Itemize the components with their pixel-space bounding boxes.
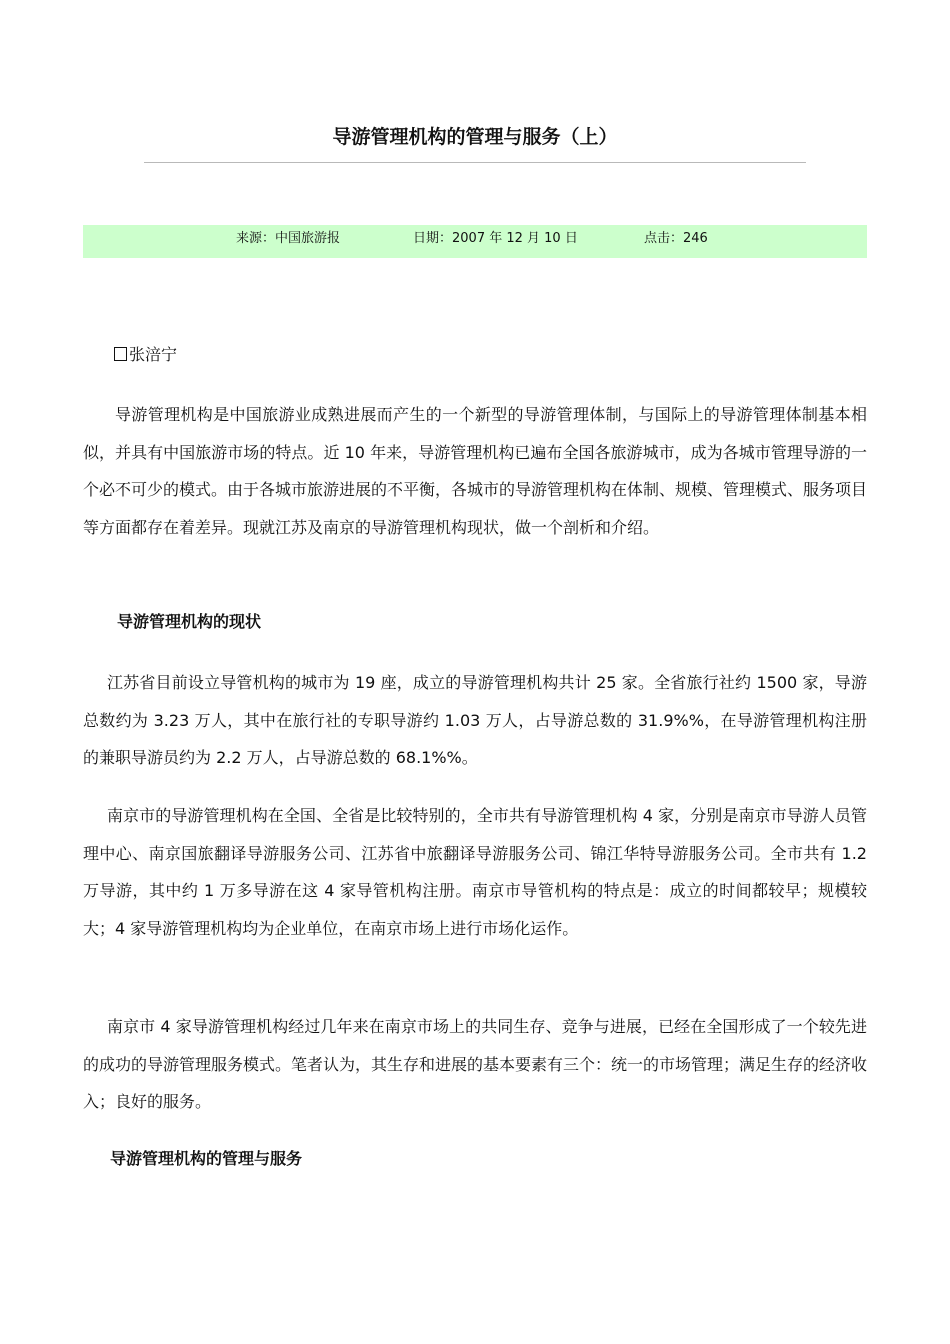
title-divider [144,162,806,163]
square-bullet-icon [114,347,127,361]
paragraph-nanjing-model: 南京市 4 家导游管理机构经过几年来在南京市场上的共同生存、竞争与进展，已经在全国形成了一个较先进的成功的导游管理服务模式。笔者认为，其生存和进展的基本要素有三个：统一的市场管理；满足生存的经济收入；良好的服务。 [83,1017,868,1111]
paragraph-jiangsu: 江苏省目前设立导管机构的城市为 19 座，成立的导游管理机构共计 25 家。全省旅行社约 1500 家，导游总数约为 3.23 万人，其中在旅行社的专职导游约 1.03 万人，占导游总数的 31.9%%，在导游管理机构注册的兼职导游员约为 2.2 万人，占导游总数的 68.1%%。 [83,673,867,767]
meta-click-count: 点击：246 [644,231,708,246]
article-title: 导游管理机构的管理与服务（上） [332,126,618,148]
meta-date: 日期：2007 年 12 月 10 日 [413,231,578,246]
author-name: 张涪宁 [129,345,178,364]
article-meta-bar [83,225,867,258]
paragraph-intro: 导游管理机构是中国旅游业成熟进展而产生的一个新型的导游管理体制，与国际上的导游管理体制基本相似，并具有中国旅游市场的特点。近 10 年来，导游管理机构已遍布全国各旅游城市，成为各城市管理导游的一个必不可少的模式。由于各城市旅游进展的不平衡，各城市的导游管理机构在体制、规模、管理模式、服务项目等方面都存在着差异。现就江苏及南京的导游管理机构现状，做一个剖析和介绍。 [83,405,868,537]
author-line [114,342,177,368]
section-heading-status: 导游管理机构的现状 [117,612,262,631]
meta-source: 来源：中国旅游报 [236,231,341,246]
section-heading-management: 导游管理机构的管理与服务 [110,1149,303,1168]
paragraph-nanjing: 南京市的导游管理机构在全国、全省是比较特别的，全市共有导游管理机构 4 家，分别是南京市导游人员管理中心、南京国旅翻译导游服务公司、江苏省中旅翻译导游服务公司、锦江华特导游服务公司。全市共有 1.2 万导游，其中约 1 万多导游在这 4 家导管机构注册。南京市导管机构的特点是：成立的时间都较早；规模较大；4 家导游管理机构均为企业单位，在南京市场上进行市场化运作。 [83,806,867,938]
